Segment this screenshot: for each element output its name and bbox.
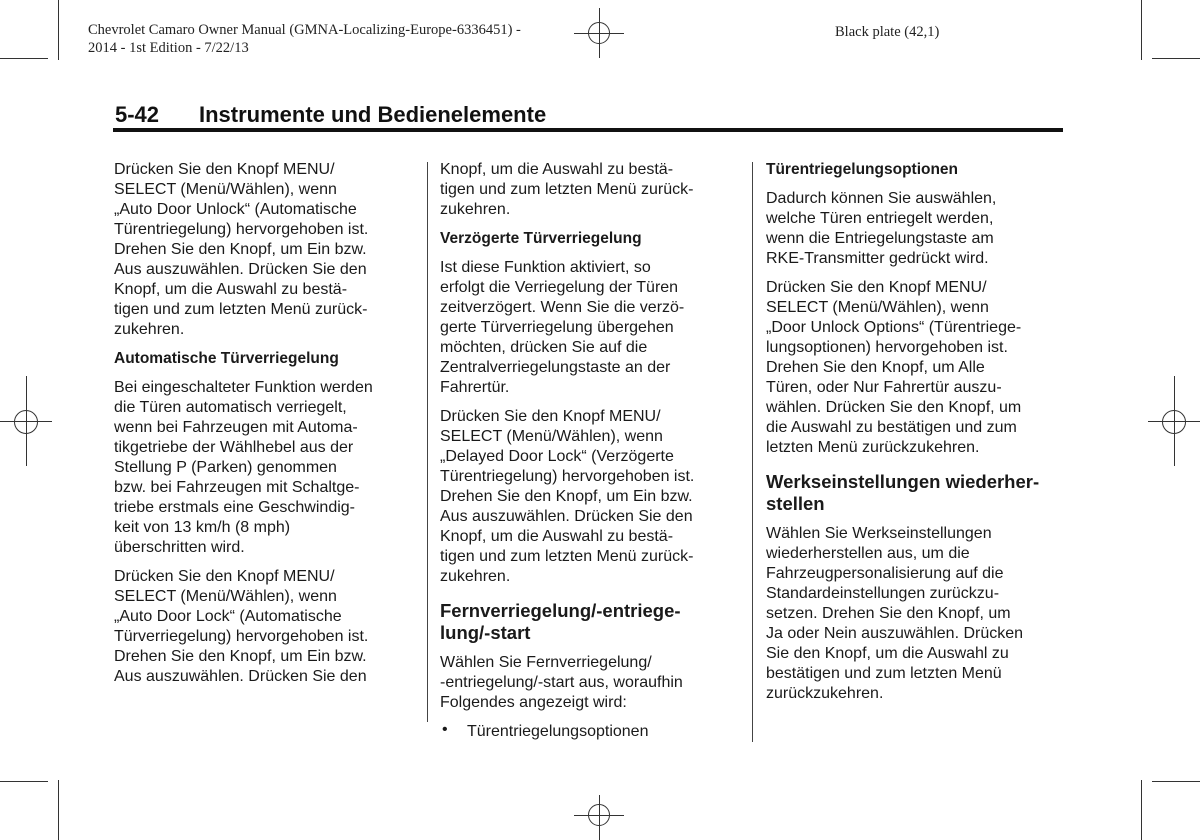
trim-mark	[1141, 0, 1142, 60]
column-3	[766, 160, 1066, 713]
paragraph: Drücken Sie den Knopf MENU/ SELECT (Menü/Wählen), wenn „Auto Door Unlock“ (Automatische Türentriegelung) hervorgehoben ist. Drehen Sie den Knopf, um Ein bzw. Aus auszuwählen. Drücken Sie den Knopf, um die Auswahl zu bestä- tigen und zum letzten Menü zurück- zukehren.	[114, 161, 369, 338]
page-title: Instrumente und Bedienelemente	[199, 102, 547, 127]
registration-mark-right	[1148, 376, 1200, 466]
trim-mark	[58, 780, 59, 840]
bullet-icon: •	[442, 721, 448, 738]
trim-mark	[58, 0, 59, 60]
bullet-text: Türentriegelungsoptionen	[467, 723, 649, 740]
paragraph: Wählen Sie Werkseinstellungen wiederherstellen aus, um die Fahrzeugpersonalisierung auf die Standardeinstellungen zurückzu- setzen. Drehen Sie den Knopf, um Ja oder Nein auszuwählen. Drücken Sie den Knopf, um die Auswahl zu bestätigen und zum letzten Menü zurückzukehren.	[766, 525, 1024, 702]
trim-mark	[0, 781, 48, 782]
subheading: Verzögerte Türverriegelung	[440, 230, 642, 247]
paragraph: Drücken Sie den Knopf MENU/ SELECT (Menü/Wählen), wenn „Delayed Door Lock“ (Verzögerte Türentriegelung) hervorgehoben ist. Drehen Sie den Knopf, um Ein bzw. Aus auszuwählen. Drücken Sie den Knopf, um die Auswahl zu bestä- tigen und zum letzten Menü zurück- zukehren.	[440, 408, 695, 585]
column-divider	[427, 162, 428, 722]
title-rule	[113, 128, 1063, 132]
paragraph: Drücken Sie den Knopf MENU/ SELECT (Menü/Wählen), wenn „Door Unlock Options“ (Türentriege- lungsoptionen) hervorgehoben ist. Drehen Sie den Knopf, um Alle Türen, oder Nur Fahrertür auszu- wählen. Drücken Sie den Knopf, um die Auswahl zu bestätigen und zum letzten Menü zurückzukehren.	[766, 279, 1022, 456]
registration-mark-bottom	[574, 795, 624, 840]
print-header	[88, 21, 521, 57]
print-header-line2: 2014 - 1st Edition - 7/22/13	[88, 40, 249, 56]
registration-mark-top	[574, 8, 624, 58]
subheading: Türentriegelungsoptionen	[766, 161, 959, 178]
trim-mark	[1152, 58, 1200, 59]
column-2	[440, 160, 740, 742]
column-divider	[752, 162, 753, 742]
section-heading: Fernverriegelung/-entriege- lung/-start	[440, 600, 681, 643]
trim-mark	[0, 58, 48, 59]
section-heading: Werkseinstellungen wiederher- stellen	[766, 471, 1040, 514]
paragraph: Wählen Sie Fernverriegelung/ -entriegelung/-start aus, woraufhin Folgendes angezeigt wird:	[440, 654, 683, 711]
trim-mark	[1141, 780, 1142, 840]
trim-mark	[1152, 781, 1200, 782]
paragraph: Knopf, um die Auswahl zu bestä- tigen und zum letzten Menü zurück- zukehren.	[440, 161, 694, 218]
column-1	[114, 160, 414, 696]
paragraph: Bei eingeschalteter Funktion werden die Türen automatisch verriegelt, wenn bei Fahrzeugen mit Automa- tikgetriebe der Wählhebel aus der Stellung P (Parken) genommen bzw. bei Fahrzeugen mit Schaltge- triebe erstmals eine Geschwindig- keit von 13 km/h (8 mph) überschritten wird.	[114, 379, 373, 556]
print-header-line1: Chevrolet Camaro Owner Manual (GMNA-Localizing-Europe-6336451) -	[88, 22, 521, 38]
paragraph: Drücken Sie den Knopf MENU/ SELECT (Menü/Wählen), wenn „Auto Door Lock“ (Automatische Türverriegelung) hervorgehoben ist. Drehen Sie den Knopf, um Ein bzw. Aus auszuwählen. Drücken Sie den	[114, 568, 369, 685]
plate-label: Black plate (42,1)	[835, 24, 940, 40]
paragraph: Ist diese Funktion aktiviert, so erfolgt die Verriegelung der Türen zeitverzögert. Wenn Sie die verzö- gerte Türverriegelung übergehen möchten, drücken Sie auf die Zentralverriegelungstaste an der Fahrertür.	[440, 259, 685, 396]
paragraph: Dadurch können Sie auswählen, welche Türen entriegelt werden, wenn die Entriegelungstaste am RKE-Transmitter gedrückt wird.	[766, 190, 997, 267]
registration-mark-left	[0, 376, 52, 466]
subheading: Automatische Türverriegelung	[114, 350, 339, 367]
page-number: 5-42	[115, 102, 160, 127]
bullet-item	[440, 722, 740, 742]
